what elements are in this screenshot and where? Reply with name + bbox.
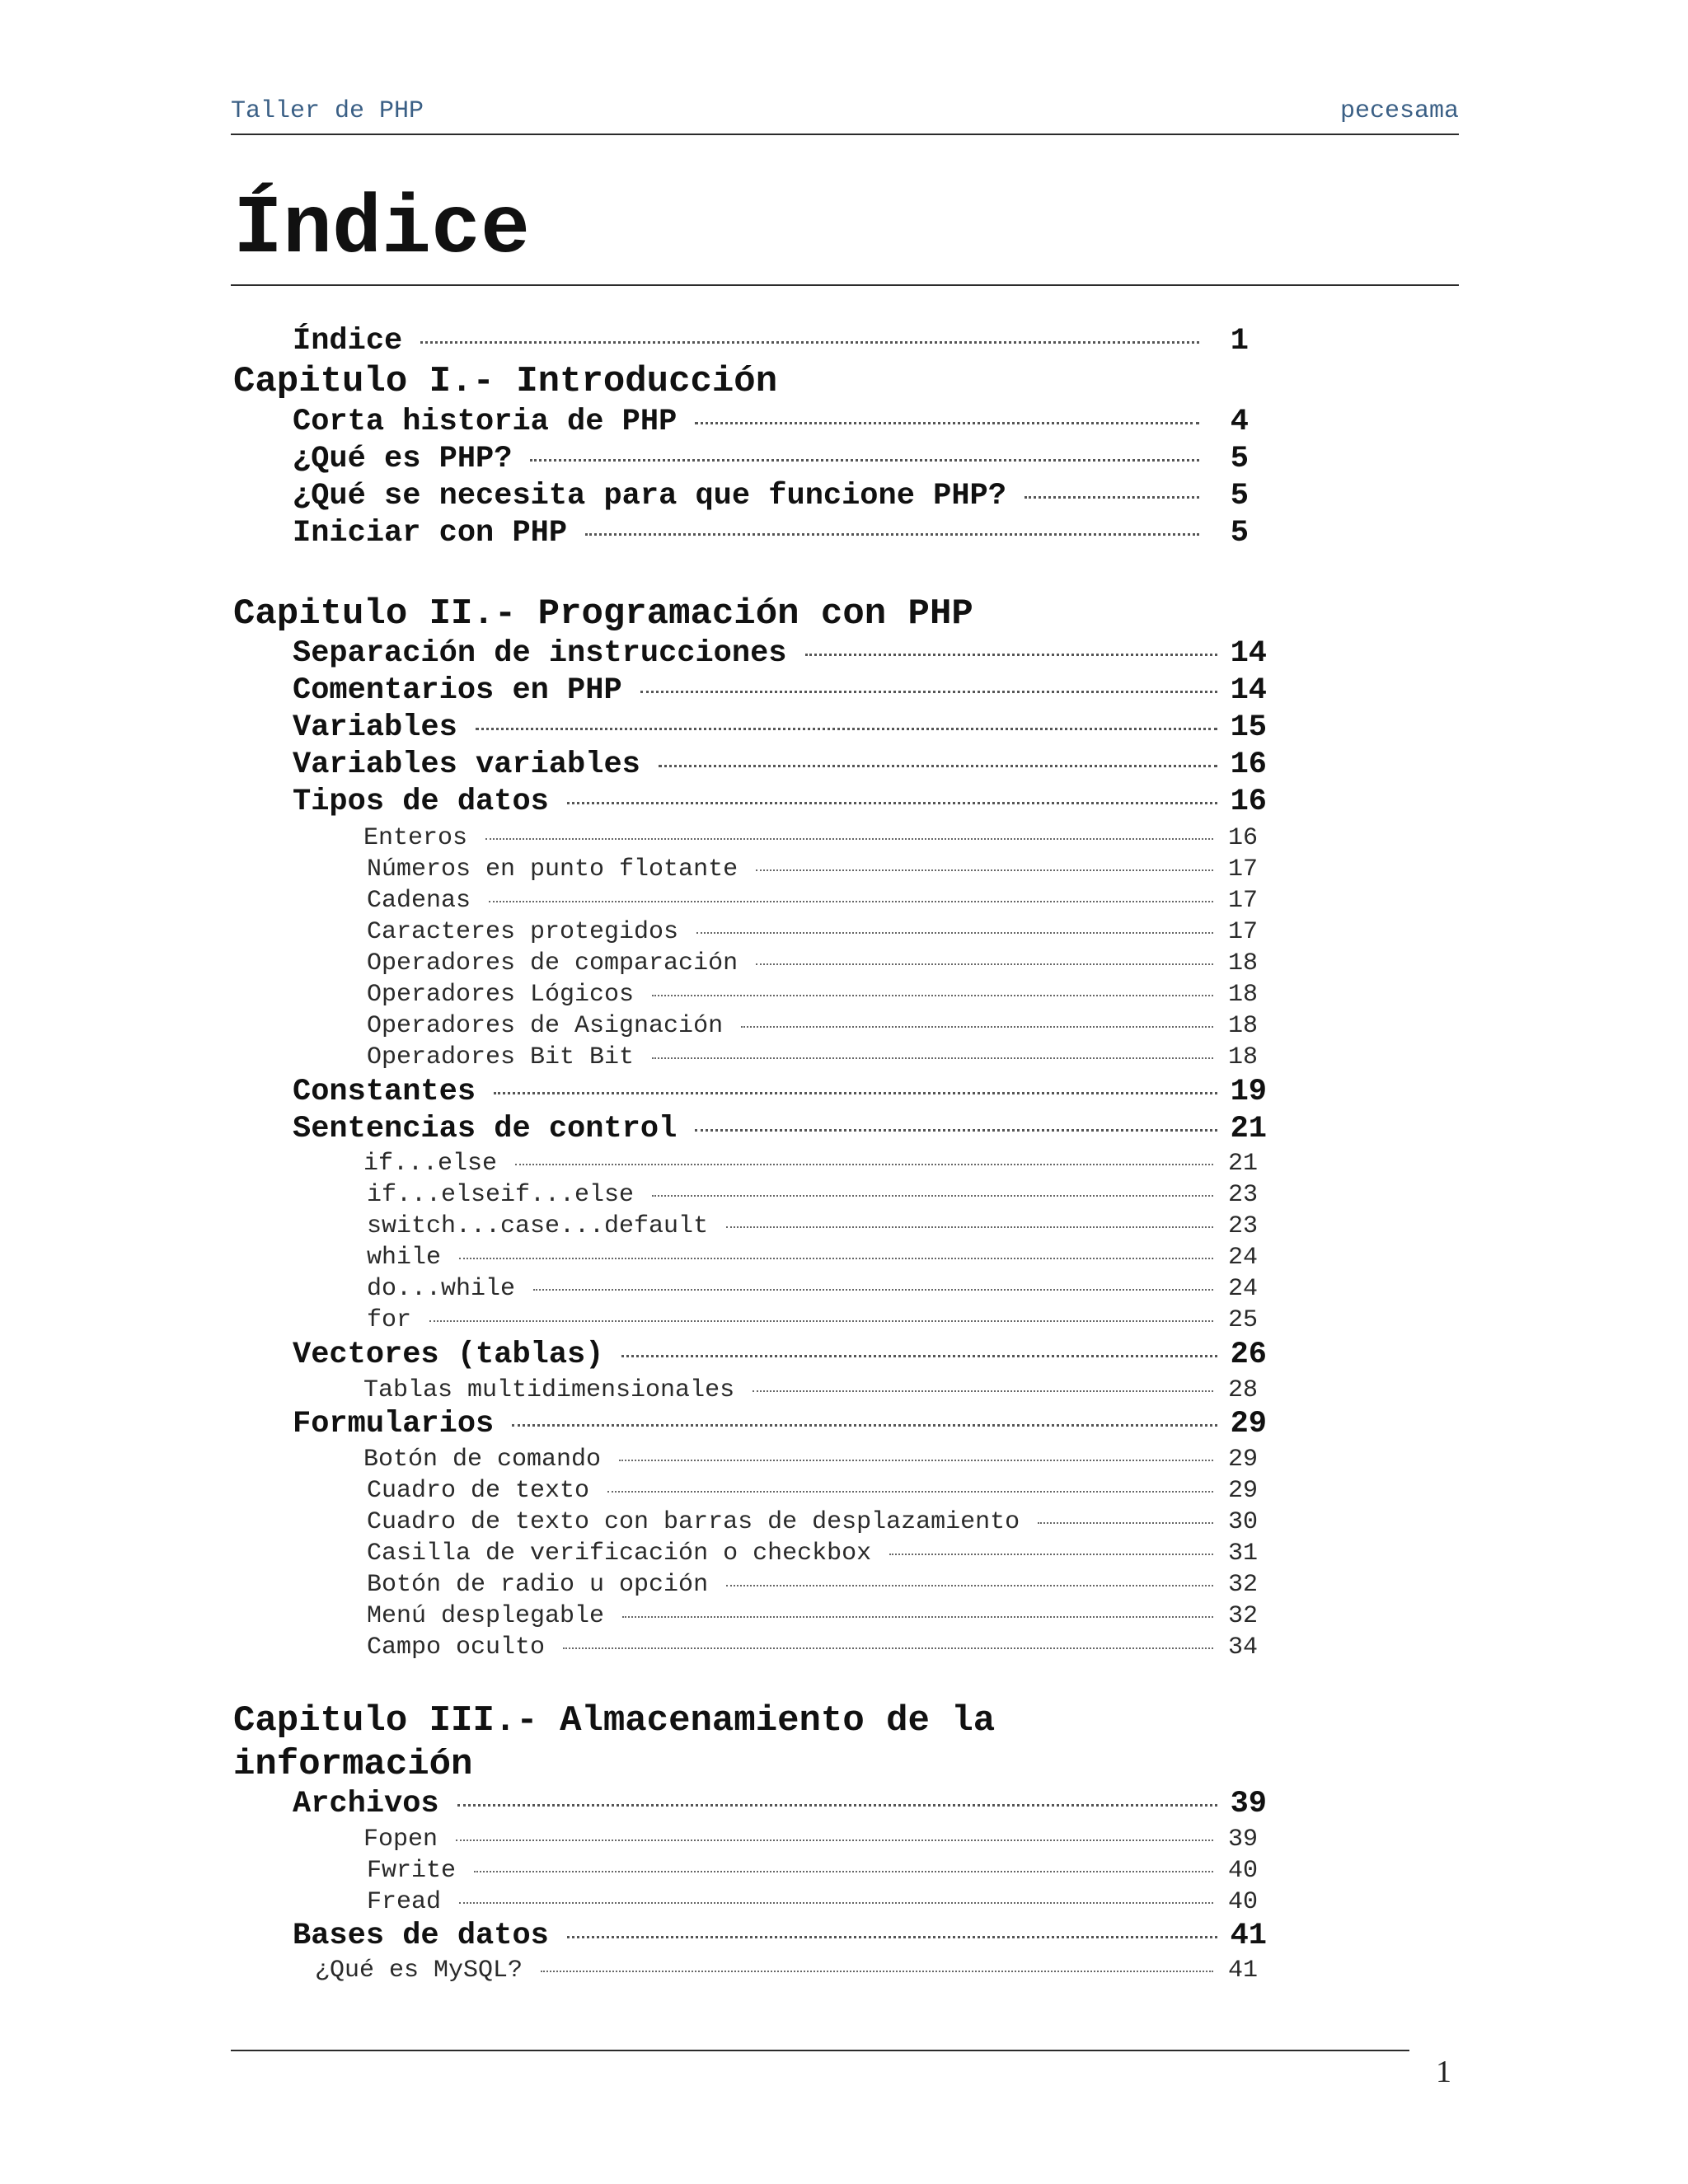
- toc-entry-label: ¿Qué es MySQL?: [315, 1957, 523, 1985]
- dot-leader: [726, 1226, 1213, 1228]
- toc-entry[interactable]: [293, 479, 1249, 512]
- toc-subentry[interactable]: [367, 855, 1258, 888]
- dot-leader: [459, 1902, 1213, 1904]
- page-number: 1: [1436, 2055, 1451, 2089]
- toc-subentry[interactable]: [367, 1857, 1258, 1890]
- toc-entry-page: 32: [1227, 1571, 1258, 1599]
- dot-leader: [659, 765, 1217, 767]
- toc-entry-page: 14: [1230, 673, 1267, 708]
- dot-leader: [622, 1616, 1213, 1618]
- toc-subentry[interactable]: [367, 1477, 1258, 1510]
- dot-leader: [1038, 1522, 1213, 1524]
- toc-entry-label: Operadores Lógicos: [367, 981, 635, 1009]
- toc-entry-page: 18: [1227, 1012, 1258, 1040]
- toc-subentry[interactable]: [363, 1446, 1258, 1479]
- toc-entry-label: Tipos de datos: [293, 785, 549, 819]
- toc-subentry[interactable]: [367, 1244, 1258, 1277]
- toc-entry[interactable]: [293, 1075, 1267, 1108]
- toc-subentry[interactable]: [367, 1888, 1258, 1921]
- toc-entry-page: 17: [1227, 887, 1258, 915]
- toc-entry-page: 16: [1230, 748, 1267, 782]
- toc-entry-page: 40: [1227, 1857, 1258, 1885]
- toc-entry[interactable]: [293, 1787, 1267, 1820]
- toc-entry-page: 32: [1227, 1602, 1258, 1630]
- dot-leader: [621, 1355, 1217, 1357]
- toc-entry-label: switch...case...default: [367, 1212, 709, 1240]
- toc-entry-page: 29: [1227, 1446, 1258, 1474]
- toc-subentry[interactable]: [367, 887, 1258, 920]
- toc-entry-label: Fread: [367, 1888, 442, 1916]
- dot-leader: [429, 1320, 1213, 1322]
- toc-entry-label: Índice: [293, 324, 403, 359]
- toc-subentry[interactable]: [363, 1825, 1258, 1858]
- toc-entry[interactable]: [293, 636, 1267, 669]
- dot-leader: [515, 1164, 1213, 1165]
- toc-entry-page: 17: [1227, 918, 1258, 946]
- toc-entry-label: Operadores de comparación: [367, 949, 738, 977]
- toc-subentry[interactable]: [367, 1540, 1258, 1572]
- toc-entry-label: Campo oculto: [367, 1633, 546, 1661]
- toc-entry-page: 26: [1230, 1338, 1267, 1372]
- toc-entry-page: 23: [1227, 1181, 1258, 1209]
- dot-leader: [695, 422, 1199, 424]
- dot-leader: [741, 1026, 1213, 1028]
- dot-leader: [756, 963, 1213, 965]
- toc-entry-label: Sentencias de control: [293, 1112, 678, 1146]
- dot-leader: [695, 1129, 1217, 1132]
- dot-leader: [753, 1390, 1213, 1392]
- toc-entry-page: 39: [1230, 1787, 1267, 1821]
- toc-entry-page: 16: [1227, 824, 1258, 852]
- toc-entry-label: Cadenas: [367, 887, 471, 915]
- chapter-heading[interactable]: Capitulo II.- Programación con PHP: [233, 593, 973, 635]
- toc-subentry[interactable]: [367, 1306, 1258, 1339]
- toc-entry[interactable]: [293, 673, 1267, 706]
- toc-entry-label: Números en punto flotante: [367, 855, 738, 883]
- toc-entry-page: 14: [1230, 636, 1267, 671]
- toc-subentry[interactable]: [367, 918, 1258, 951]
- dot-leader: [563, 1647, 1213, 1649]
- dot-leader: [533, 1289, 1213, 1291]
- toc-entry-page: 5: [1230, 479, 1249, 513]
- toc-subentry[interactable]: [367, 1633, 1258, 1666]
- chapter-heading-continued[interactable]: información: [233, 1744, 473, 1785]
- toc-entry-label: Corta historia de PHP: [293, 405, 678, 439]
- toc-entry-page: 25: [1227, 1306, 1258, 1334]
- toc-entry[interactable]: [293, 1407, 1267, 1440]
- dot-leader: [420, 341, 1199, 344]
- chapter-heading[interactable]: Capitulo I.- Introducción: [233, 361, 778, 402]
- dot-leader: [474, 1871, 1213, 1872]
- header-title: Taller de PHP: [231, 97, 424, 125]
- toc-entry-page: 4: [1230, 405, 1249, 439]
- page-title: Índice: [233, 184, 531, 277]
- toc-entry[interactable]: [293, 1338, 1267, 1371]
- toc-entry-label: Archivos: [293, 1787, 439, 1821]
- dot-leader: [1025, 496, 1199, 499]
- toc-entry-page: 18: [1227, 949, 1258, 977]
- toc-entry-page: 29: [1227, 1477, 1258, 1505]
- toc-entry-label: do...while: [367, 1275, 516, 1303]
- toc-entry[interactable]: [293, 405, 1249, 438]
- toc-entry-page: 28: [1227, 1376, 1258, 1404]
- dot-leader: [726, 1585, 1213, 1586]
- dot-leader: [456, 1840, 1213, 1841]
- toc-entry-label: ¿Qué se necesita para que funcione PHP?: [293, 479, 1006, 513]
- toc-entry-label: if...elseif...else: [367, 1181, 635, 1209]
- toc-entry-label: Casilla de verificación o checkbox: [367, 1540, 872, 1568]
- toc-entry-label: if...else: [363, 1150, 498, 1178]
- toc-entry-page: 16: [1230, 785, 1267, 819]
- dot-leader: [805, 654, 1218, 656]
- toc-entry-label: Bases de datos: [293, 1919, 549, 1953]
- toc-subentry[interactable]: [367, 1181, 1258, 1214]
- toc-entry-label: Variables: [293, 710, 457, 745]
- toc-entry-label: Vectores (tablas): [293, 1338, 604, 1372]
- toc-subentry[interactable]: [367, 1602, 1258, 1635]
- toc-entry[interactable]: [293, 516, 1249, 549]
- toc-entry-page: 15: [1230, 710, 1267, 745]
- dot-leader: [567, 1936, 1217, 1938]
- toc-entry-page: 23: [1227, 1212, 1258, 1240]
- toc-entry[interactable]: [293, 748, 1267, 780]
- dot-leader: [585, 533, 1199, 536]
- dot-leader: [485, 838, 1213, 840]
- toc-entry-page: 5: [1230, 442, 1249, 476]
- toc-subentry[interactable]: [367, 1012, 1258, 1045]
- dot-leader: [457, 1804, 1217, 1807]
- toc-entry-page: 31: [1227, 1540, 1258, 1568]
- dot-leader: [889, 1554, 1213, 1555]
- toc-entry[interactable]: [293, 785, 1267, 818]
- toc-subentry[interactable]: [367, 1571, 1258, 1604]
- toc-entry-page: 41: [1230, 1919, 1267, 1953]
- toc-entry-page: 34: [1227, 1633, 1258, 1661]
- toc-entry[interactable]: [293, 1112, 1267, 1145]
- toc-entry-label: Operadores de Asignación: [367, 1012, 724, 1040]
- toc-entry-label: Comentarios en PHP: [293, 673, 622, 708]
- toc-entry[interactable]: [293, 324, 1249, 357]
- toc-entry-page: 24: [1227, 1244, 1258, 1272]
- toc-entry-page: 41: [1227, 1957, 1258, 1985]
- dot-leader: [652, 1195, 1213, 1197]
- footer-divider: [231, 2050, 1409, 2051]
- toc-entry-page: 19: [1230, 1075, 1267, 1109]
- dot-leader: [530, 459, 1199, 462]
- toc-entry-label: Botón de comando: [363, 1446, 602, 1474]
- toc-entry-page: 29: [1230, 1407, 1267, 1441]
- toc-entry-label: while: [367, 1244, 442, 1272]
- dot-leader: [512, 1424, 1217, 1427]
- toc-entry-page: 30: [1227, 1508, 1258, 1536]
- toc-entry-page: 1: [1230, 324, 1249, 359]
- toc-entry-label: Caracteres protegidos: [367, 918, 679, 946]
- header-author: pecesama: [1339, 97, 1459, 125]
- toc-entry-label: Cuadro de texto con barras de desplazamiento: [367, 1508, 1020, 1536]
- toc-entry-page: 40: [1227, 1888, 1258, 1916]
- toc-entry-label: Fopen: [363, 1825, 438, 1854]
- dot-leader: [652, 995, 1213, 996]
- toc-subentry[interactable]: [363, 1376, 1258, 1409]
- dot-leader: [640, 691, 1217, 693]
- dot-leader: [459, 1258, 1213, 1259]
- toc-entry-page: 21: [1230, 1112, 1267, 1146]
- toc-entry-label: Botón de radio u opción: [367, 1571, 709, 1599]
- toc-entry-label: Formularios: [293, 1407, 495, 1441]
- toc-subentry[interactable]: [363, 824, 1258, 857]
- toc-entry-label: Cuadro de texto: [367, 1477, 590, 1505]
- dot-leader: [619, 1460, 1213, 1461]
- toc-entry-label: Variables variables: [293, 748, 640, 782]
- toc-entry-label: Tablas multidimensionales: [363, 1376, 735, 1404]
- toc-entry-label: for: [367, 1306, 412, 1334]
- toc-entry-page: 5: [1230, 516, 1249, 551]
- toc-subentry[interactable]: [315, 1957, 1258, 1990]
- toc-entry[interactable]: [293, 1919, 1267, 1952]
- toc-entry-label: ¿Qué es PHP?: [293, 442, 513, 476]
- dot-leader: [567, 802, 1217, 804]
- dot-leader: [756, 869, 1213, 871]
- toc-entry-page: 18: [1227, 981, 1258, 1009]
- toc-entry-page: 24: [1227, 1275, 1258, 1303]
- dot-leader: [494, 1092, 1217, 1094]
- dot-leader: [541, 1971, 1213, 1972]
- toc-entry-label: Operadores Bit Bit: [367, 1043, 635, 1071]
- toc-entry-page: 21: [1227, 1150, 1258, 1178]
- toc-entry-label: Separación de instrucciones: [293, 636, 787, 671]
- toc-entry-label: Fwrite: [367, 1857, 457, 1885]
- toc-entry-label: Iniciar con PHP: [293, 516, 568, 551]
- toc-subentry[interactable]: [363, 1150, 1258, 1183]
- toc-subentry[interactable]: [367, 1508, 1258, 1541]
- toc-entry-page: 18: [1227, 1043, 1258, 1071]
- dot-leader: [652, 1057, 1213, 1059]
- toc-subentry[interactable]: [367, 981, 1258, 1014]
- dot-leader: [696, 932, 1213, 934]
- dot-leader: [476, 728, 1217, 730]
- toc-subentry[interactable]: [367, 1043, 1258, 1076]
- toc-subentry[interactable]: [367, 1275, 1258, 1308]
- toc-entry-label: Menú desplegable: [367, 1602, 605, 1630]
- toc-entry[interactable]: [293, 710, 1267, 743]
- toc-entry[interactable]: [293, 442, 1249, 475]
- toc-entry-label: Constantes: [293, 1075, 476, 1109]
- toc-entry-page: 39: [1227, 1825, 1258, 1854]
- dot-leader: [607, 1491, 1213, 1493]
- dot-leader: [489, 901, 1213, 902]
- toc-entry-page: 17: [1227, 855, 1258, 883]
- toc-entry-label: Enteros: [363, 824, 468, 852]
- toc-subentry[interactable]: [367, 1212, 1258, 1245]
- toc-subentry[interactable]: [367, 949, 1258, 982]
- chapter-heading[interactable]: Capitulo III.- Almacenamiento de la: [233, 1700, 996, 1741]
